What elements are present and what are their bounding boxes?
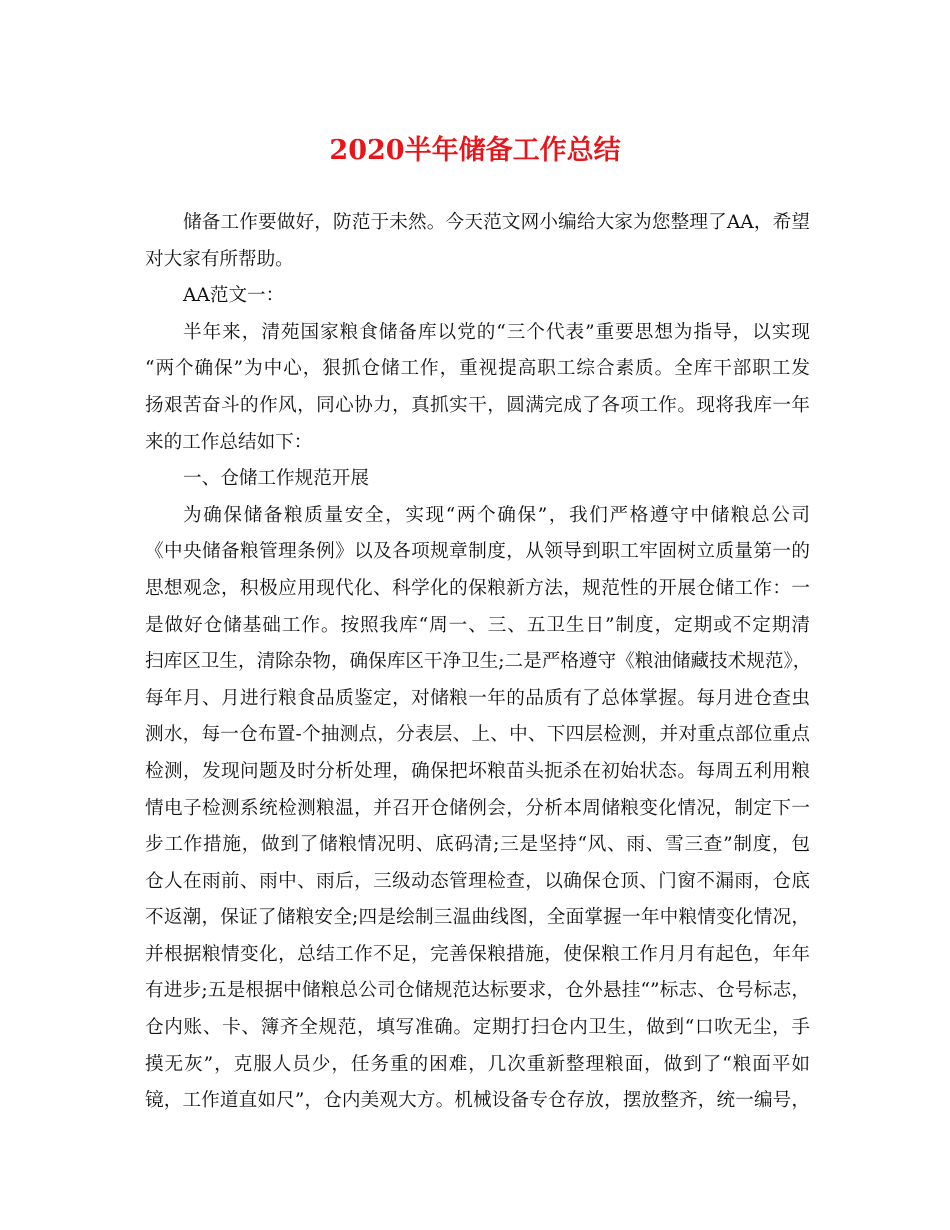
section-heading: 一、仓储工作规范开展 <box>183 468 369 490</box>
paragraph-line: 镜，工作道直如尺”，仓内美观大方。机械设备专仓存放，摆放整齐，统一编号， <box>145 1090 810 1112</box>
paragraph-line: 扬艰苦奋斗的作风，同心协力，真抓实干，圆满完成了各项工作。现将我库一年 <box>145 394 810 416</box>
paragraph-line: 半年来，清苑国家粮食储备库以党的“三个代表”重要思想为指导，以实现 <box>183 321 810 343</box>
section-label: AA范文一： <box>183 285 285 307</box>
paragraph-line: 是做好仓储基础工作。按照我库“周一、三、五卫生日”制度，定期或不定期清 <box>145 614 810 636</box>
paragraph-line: 检测，发现问题及时分析处理，确保把坏粮苗头扼杀在初始状态。每周五利用粮 <box>145 760 810 782</box>
paragraph-line: 不返潮，保证了储粮安全;四是绘制三温曲线图，全面掌握一年中粮情变化情况， <box>145 907 810 929</box>
paragraph-line: 测水，每一仓布置-个抽测点，分表层、上、中、下四层检测，并对重点部位重点 <box>145 724 810 746</box>
paragraph-line: 为确保储备粮质量安全，实现“两个确保”，我们严格遵守中储粮总公司 <box>183 504 810 526</box>
paragraph-line: 仓内账、卡、簿齐全规范，填写准确。定期打扫仓内卫生，做到“口吹无尘，手 <box>145 1017 810 1039</box>
paragraph-line: 《中央储备粮管理条例》以及各项规章制度，从领导到职工牢固树立质量第一的 <box>145 541 810 563</box>
paragraph-line: 有进步;五是根据中储粮总公司仓储规范达标要求，仓外悬挂“”标志、仓号标志， <box>145 980 810 1002</box>
paragraph-line: 步工作措施，做到了储粮情况明、底码清;三是坚持“风、雨、雪三查”制度，包 <box>145 834 810 856</box>
document-body <box>145 205 810 1120</box>
document-title: 2020半年储备工作总结 <box>329 135 621 166</box>
paragraph-line: “两个确保”为中心，狠抓仓储工作，重视提高职工综合素质。全库干部职工发 <box>145 358 810 380</box>
paragraph-line: 并根据粮情变化，总结工作不足，完善保粮措施，使保粮工作月月有起色，年年 <box>145 943 810 965</box>
paragraph-line: 摸无灰”，克服人员少，任务重的困难，几次重新整理粮面，做到了“粮面平如 <box>145 1053 810 1075</box>
paragraph-line: 仓人在雨前、雨中、雨后，三级动态管理检查，以确保仓顶、门窗不漏雨，仓底 <box>145 870 810 892</box>
paragraph-line: 每年月、月进行粮食品质鉴定，对储粮一年的品质有了总体掌握。每月进仓查虫 <box>145 687 810 709</box>
paragraph-line: 来的工作总结如下： <box>145 431 313 453</box>
paragraph-line: 思想观念，积极应用现代化、科学化的保粮新方法，规范性的开展仓储工作：一 <box>145 577 810 599</box>
paragraph-line: 扫库区卫生，清除杂物，确保库区干净卫生;二是严格遵守《粮油储藏技术规范》， <box>145 651 812 673</box>
paragraph-line: 对大家有所帮助。 <box>145 248 294 270</box>
paragraph-line: 储备工作要做好，防范于未然。今天范文网小编给大家为您整理了AA，希望 <box>183 212 810 233</box>
paragraph-line: 情电子检测系统检测粮温，并召开仓储例会，分析本周储粮变化情况，制定下一 <box>145 797 810 819</box>
